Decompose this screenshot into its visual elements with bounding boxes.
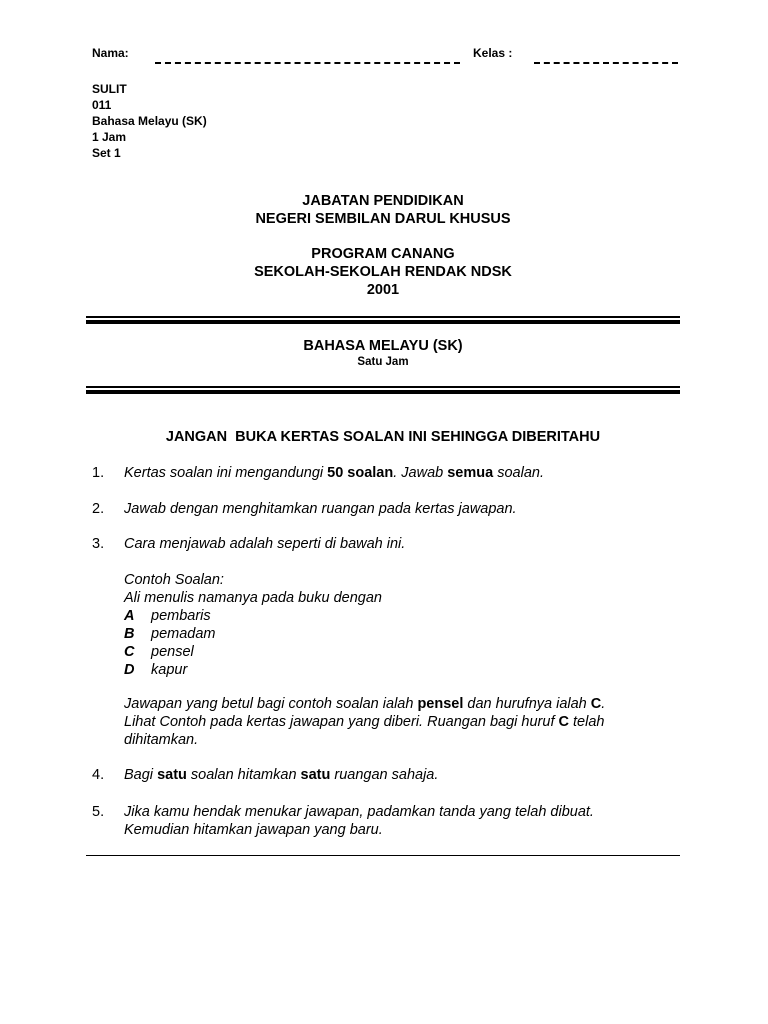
instruction-3: Cara menjawab adalah seperti di bawah ini. — [124, 536, 406, 552]
example-question — [124, 571, 382, 679]
instruction-number: 4. — [92, 767, 105, 783]
title-line: SEKOLAH-SEKOLAH RENDAK NDSK — [254, 264, 512, 280]
instruction-number: 1. — [92, 465, 105, 481]
info-line: Set 1 — [92, 146, 121, 160]
warning-text: JANGAN BUKA KERTAS SOALAN INI SEHINGGA DIBERITAHU — [165, 429, 601, 445]
option-a — [124, 607, 382, 625]
kelas-label: Kelas : — [473, 46, 513, 60]
text-span: pensel — [417, 696, 464, 712]
instruction-5 — [124, 803, 594, 839]
text-span: . Jawab — [393, 465, 448, 481]
text-span: satu — [300, 767, 331, 783]
title-line: 2001 — [366, 282, 400, 298]
instruction-2: Jawab dengan menghitamkan ruangan pada kertas jawapan. — [124, 501, 517, 517]
option-text: pemadam — [151, 626, 216, 642]
instruction-1 — [124, 464, 544, 482]
nama-label: Nama: — [92, 46, 129, 60]
example-answer — [124, 695, 664, 749]
kelas-blank-line[interactable] — [534, 62, 678, 64]
option-text: kapur — [151, 662, 188, 678]
option-d — [124, 661, 382, 679]
subject-duration: Satu Jam — [357, 356, 409, 368]
text-span: satu — [157, 767, 187, 783]
text-span: dan hurufnya ialah — [463, 696, 591, 712]
department-title — [86, 192, 680, 228]
divider-thin — [86, 316, 680, 318]
instruction-line: Jika kamu hendak menukar jawapan, padamkan tanda yang telah dibuat. — [124, 804, 594, 820]
example-stem: Ali menulis namanya pada buku dengan — [124, 590, 382, 606]
text-span: 50 soalan — [327, 465, 394, 481]
text-span: C — [590, 696, 602, 712]
divider-thick — [86, 320, 680, 324]
title-line: NEGERI SEMBILAN DARUL KHUSUS — [255, 211, 511, 227]
example-heading: Contoh Soalan: — [124, 572, 224, 588]
title-line: PROGRAM CANANG — [311, 246, 455, 262]
text-span: . — [601, 696, 606, 712]
instruction-number: 5. — [92, 804, 105, 820]
text-span: semua — [447, 465, 494, 481]
text-span: C — [558, 714, 569, 730]
title-line: JABATAN PENDIDIKAN — [302, 193, 464, 209]
option-c — [124, 643, 382, 661]
info-line: 011 — [92, 98, 112, 112]
text-span: telah — [568, 714, 605, 730]
instruction-number: 3. — [92, 536, 105, 552]
info-line: 1 Jam — [92, 130, 127, 144]
option-b — [124, 625, 382, 643]
text-span: Kertas soalan ini mengandungi — [124, 465, 328, 481]
instruction-4 — [124, 766, 438, 784]
answer-line — [124, 695, 664, 713]
option-text: pembaris — [151, 608, 211, 624]
text-span: Bagi — [124, 767, 158, 783]
option-letter: D — [124, 662, 135, 678]
option-letter: A — [124, 608, 135, 624]
text-span: soalan. — [493, 465, 544, 481]
text-span: Jawapan yang betul bagi contoh soalan ialah — [124, 696, 418, 712]
answer-line: dihitamkan. — [124, 732, 199, 748]
text-span: ruangan sahaja. — [330, 767, 439, 783]
option-letter: B — [124, 626, 135, 642]
instruction-line: Kemudian hitamkan jawapan yang baru. — [124, 822, 383, 838]
paper-info — [92, 81, 207, 161]
program-title — [86, 245, 680, 299]
nama-blank-line[interactable] — [155, 62, 460, 64]
info-line: SULIT — [92, 82, 127, 96]
instruction-number: 2. — [92, 501, 105, 517]
option-text: pensel — [151, 644, 194, 660]
info-line: Bahasa Melayu (SK) — [92, 114, 207, 128]
bottom-divider — [86, 855, 680, 856]
option-letter: C — [124, 644, 135, 660]
text-span: soalan hitamkan — [186, 767, 301, 783]
text-span: Lihat Contoh pada kertas jawapan yang diberi. Ruangan bagi huruf — [124, 714, 559, 730]
answer-line — [124, 713, 664, 731]
divider-thin — [86, 386, 680, 388]
divider-thick — [86, 390, 680, 394]
subject-name: BAHASA MELAYU (SK) — [303, 338, 463, 354]
